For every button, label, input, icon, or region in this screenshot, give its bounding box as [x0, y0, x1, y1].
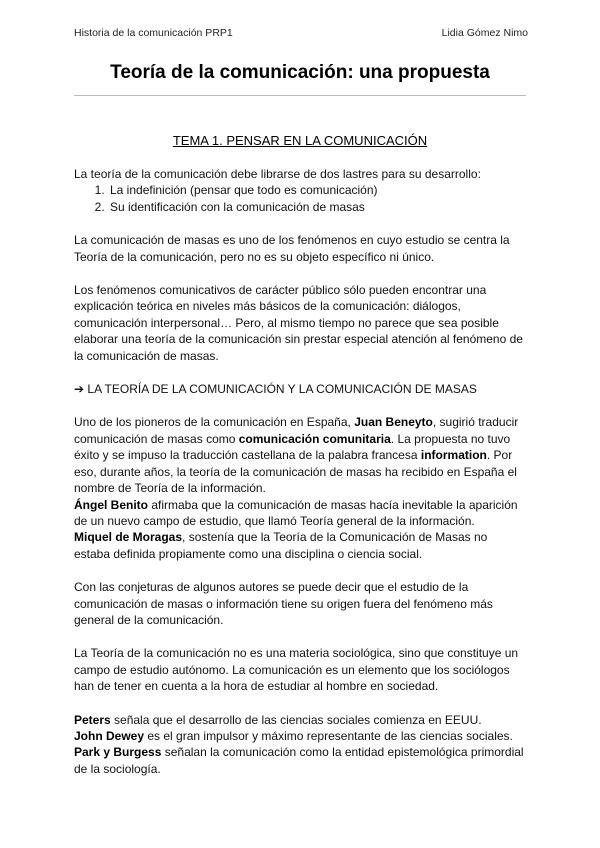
header-author: Lidia Gómez Nimo [441, 27, 528, 39]
term-information: information [420, 448, 487, 463]
paragraph-masas: La comunicación de masas es uno de los fenómenos en cuyo estudio se centra la Teoría de la comunicación, pero no es su objeto específico ni único. [74, 233, 510, 264]
paragraph-peters: Peters señala que el desarrollo de las ciencias sociales comienza en EEUU. [74, 712, 482, 727]
name-park-burgess: Park y Burgess [74, 745, 162, 760]
name-moragas: Miquel de Moragas [74, 530, 183, 545]
title-divider [74, 95, 526, 96]
subheading-text: LA TEORÍA DE LA COMUNICACIÓN Y LA COMUNICACIÓN DE MASAS [87, 382, 477, 397]
paragraph-park-burgess: Park y Burgess señalan la comunicación como la entidad epistemológica primordial de la sociología. [74, 745, 524, 776]
section-title: TEMA 1. PENSAR EN LA COMUNICACIÓN [172, 133, 428, 148]
list-item: 2. Su identificación con la comunicación de masas [108, 199, 526, 215]
term-comunitaria: comunicación comunitaria [238, 431, 391, 446]
intro-paragraph: La teoría de la comunicación debe librarse de dos lastres para su desarrollo: [74, 167, 481, 181]
arrow-icon: ➔ [74, 382, 85, 397]
name-benito: Ángel Benito [74, 497, 148, 512]
page-title: Teoría de la comunicación: una propuesta [110, 62, 490, 83]
paragraph-moragas: Miquel de Moragas, sostenía que la Teoría de la Comunicación de Masas no estaba definida propiamente como una disciplina o ciencia social. [74, 530, 488, 561]
lastres-list [74, 182, 526, 215]
name-peters: Peters [74, 712, 111, 727]
paragraph-fenomenos: Los fenómenos comunicativos de carácter público sólo pueden encontrar una explicación teórica en niveles más básicos de la comunicación: diálogos, comunicación interpersonal… Pero, al mismo tiempo no parece que sea posible elaborar una teoría de la comunicación sin prestar especial atención al fenómeno de la comunicación de masas. [74, 283, 523, 363]
document-body [74, 166, 526, 777]
paragraph-dewey: John Dewey es el gran impulsor y máximo representante de las ciencias sociales. [74, 728, 513, 743]
subheading [74, 381, 526, 397]
name-beneyto: Juan Beneyto [354, 415, 433, 430]
name-dewey: John Dewey [74, 728, 145, 743]
paragraph-sociologica: La Teoría de la comunicación no es una materia sociológica, sino que constituye un campo de estudio autónomo. La comunicación es un elemento que los sociólogos han de tener en cuenta a la hora de estudiar al hombre en sociedad. [74, 646, 519, 694]
paragraph-beneyto: Uno de los pioneros de la comunicación en España, Juan Beneyto, sugirió traducir comunicación de masas como comunicación comunitaria. La propuesta no tuvo éxito y se impuso la traducción castellana de la palabra francesa information. Por eso, durante años, la teoría de la comunicación de masas ha recibido en España el nombre de Teoría de la información. [74, 415, 519, 496]
header-course: Historia de la comunicación PRP1 [74, 27, 233, 39]
paragraph-conjeturas: Con las conjeturas de algunos autores se puede decir que el estudio de la comunicación de masas o información tiene su origen fuera del fenómeno más general de la comunicación. [74, 580, 493, 627]
list-item: 1. La indefinición (pensar que todo es comunicación) [108, 182, 526, 198]
paragraph-benito: Ángel Benito afirmaba que la comunicación de masas hacía inevitable la aparición de un nuevo campo de estudio, que llamó Teoría general de la información. [74, 497, 518, 528]
